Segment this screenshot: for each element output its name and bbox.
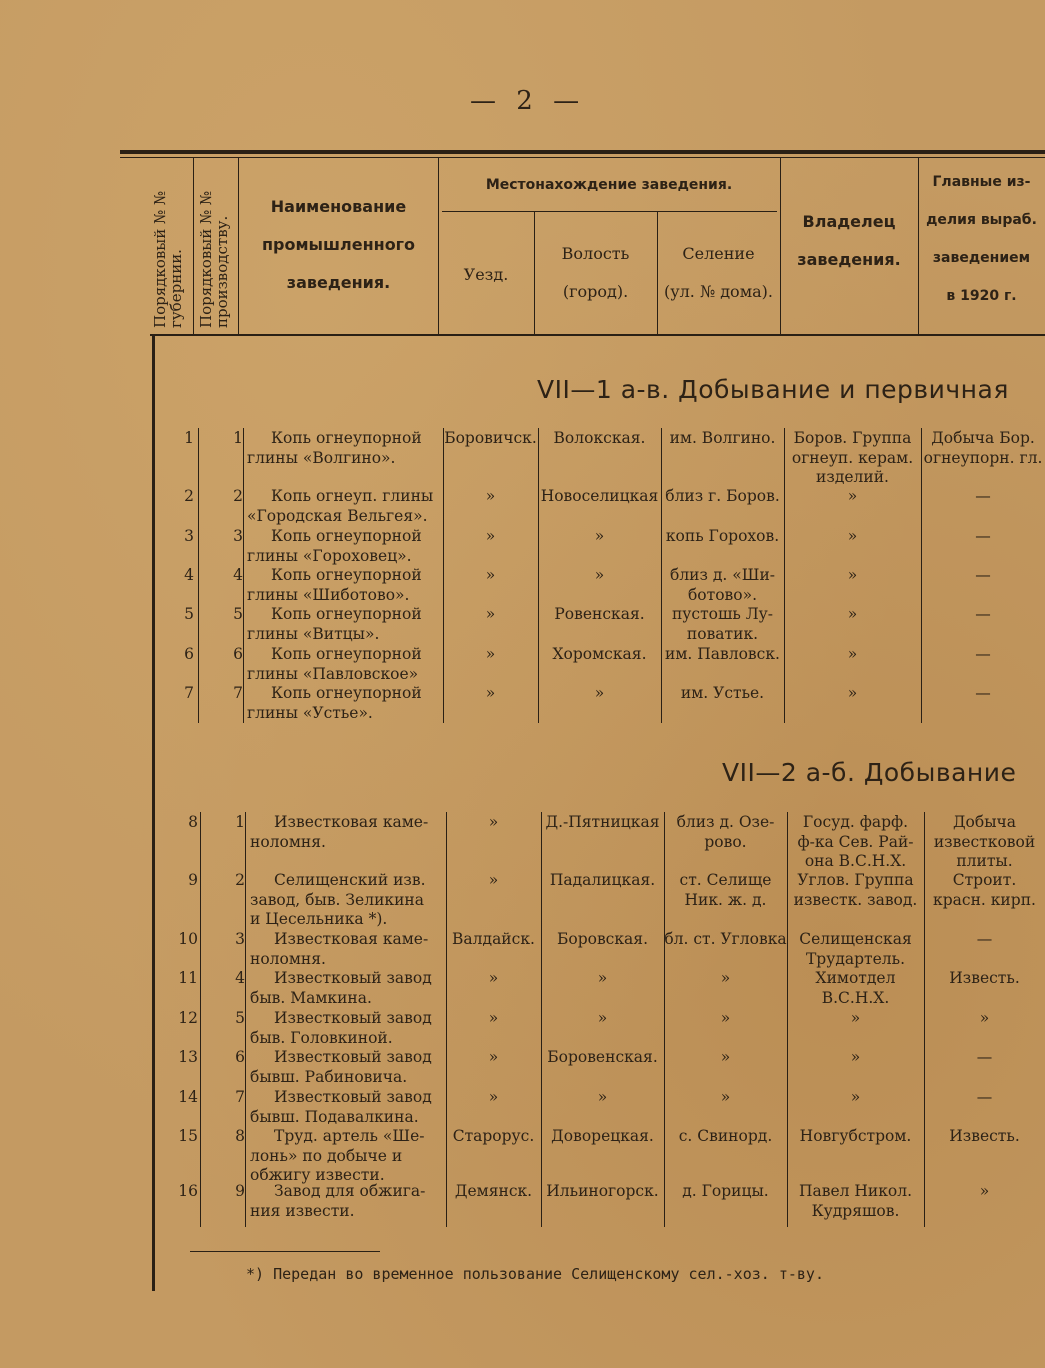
cell-name-line: глины «Волгино».: [247, 448, 396, 467]
cell-name-line: Известковая каме-: [274, 930, 429, 948]
cell-name-line: Копь огнеупорной: [271, 645, 422, 663]
cell-n2: 3: [235, 930, 245, 948]
cell-name-line: глины «Павловское»: [247, 664, 419, 683]
cell-n2: 8: [235, 1127, 245, 1145]
cell-owner: [784, 684, 921, 704]
col-header-volost-l2: (город).: [562, 282, 629, 301]
cell-volost: »: [597, 969, 608, 987]
cell-selenie: [661, 645, 784, 665]
cell-name-line: Труд. артель «Ше-: [274, 1127, 425, 1145]
cell-volost: Ровенская.: [554, 605, 645, 623]
col-header-selenie-l1: Селение: [682, 244, 755, 263]
hdr-sep-1: [193, 158, 194, 334]
cell-selenie-line: пустошь Лу-: [671, 605, 774, 623]
cell-uezd: Демянск.: [454, 1182, 533, 1200]
header-bottom-rule: [150, 334, 1045, 336]
cell-uezd: »: [485, 566, 496, 584]
cell-selenie-line: бл. ст. Угловка: [664, 930, 787, 948]
col-header-name-l3: заведения.: [286, 273, 391, 292]
col-header-gub-l2: губернии.: [167, 249, 185, 328]
cell-uezd: »: [488, 1088, 499, 1106]
col-header-products-l2: делия выраб.: [926, 212, 1037, 228]
col-header-gub: [152, 191, 184, 328]
cell-owner: [784, 487, 921, 507]
cell-selenie-line: »: [720, 969, 731, 987]
cell-selenie: [664, 1009, 787, 1029]
cell-name-line: Копь огнеупорной: [271, 605, 422, 623]
cell-name-line: глины «Шиботово».: [247, 585, 410, 604]
cell-selenie-line: копь Горохов.: [665, 527, 780, 545]
cell-product-line: —: [975, 605, 991, 623]
cell-n1: 8: [188, 813, 198, 831]
cell-selenie-line: близ д. Озе-: [676, 813, 775, 831]
col-header-name-l2: промышленного: [261, 235, 416, 254]
cell-n2: 3: [233, 527, 243, 545]
body2-sep-2: [245, 812, 246, 1227]
top-rule-thick: [120, 150, 1045, 154]
cell-name-line: Известковый завод: [274, 1009, 432, 1027]
cell-name-line: ноломня.: [250, 949, 326, 968]
cell-product-line: »: [979, 1009, 990, 1027]
cell-name-line: лонь» по добыче и: [250, 1146, 403, 1165]
cell-owner-line: известк. завод.: [793, 890, 918, 909]
cell-name: [250, 1009, 443, 1048]
cell-owner-line: Углов. Группа: [797, 871, 914, 889]
cell-product: [921, 645, 1045, 665]
cell-product-line: »: [979, 1182, 990, 1200]
cell-name-line: глины «Устье».: [247, 703, 373, 722]
cell-selenie: [664, 1088, 787, 1108]
cell-uezd: »: [485, 605, 496, 623]
cell-owner-line: В.С.Н.Х.: [821, 988, 890, 1007]
cell-selenie: [664, 1182, 787, 1202]
cell-volost: »: [597, 1009, 608, 1027]
cell-owner-line: Павел Никол.: [798, 1182, 913, 1200]
cell-selenie: [664, 969, 787, 989]
cell-owner: [787, 1127, 924, 1147]
cell-n1: 12: [178, 1009, 198, 1027]
col-header-name-l1: Наименование: [270, 197, 407, 216]
cell-selenie: [661, 566, 784, 605]
cell-name: [250, 871, 443, 930]
cell-owner-line: Трудартель.: [805, 949, 906, 968]
col-header-owner-l1: Владелец: [802, 212, 896, 231]
cell-name-line: Известковый завод: [274, 1088, 432, 1106]
cell-uezd: »: [485, 684, 496, 702]
cell-n2: 6: [235, 1048, 245, 1066]
footnote: *) Передан во временное пользование Селищенскому сел.-хоз. т-ву.: [246, 1265, 824, 1283]
cell-product-line: —: [976, 1048, 993, 1066]
cell-name-line: Копь огнеупорной: [271, 684, 422, 702]
body1-sep-2: [243, 428, 244, 723]
cell-uezd: »: [488, 813, 499, 831]
cell-n2: 4: [233, 566, 243, 584]
cell-product-line: —: [976, 1088, 993, 1106]
cell-uezd: »: [485, 487, 496, 505]
cell-uezd: Валдайск.: [452, 930, 535, 948]
cell-name-line: Известковая каме-: [274, 813, 429, 831]
cell-product: [921, 566, 1045, 586]
cell-n1: 16: [178, 1182, 198, 1200]
cell-volost: Боровская.: [556, 930, 649, 948]
cell-owner-line: »: [850, 1009, 861, 1027]
cell-owner-line: она В.С.Н.Х.: [804, 852, 907, 870]
cell-product-line: Добыча: [952, 813, 1017, 831]
cell-name-line: Завод для обжига-: [274, 1182, 426, 1200]
cell-n1: 10: [178, 930, 198, 948]
cell-name: [250, 1048, 443, 1087]
cell-uezd: »: [488, 1048, 499, 1066]
cell-n2: 6: [233, 645, 243, 663]
cell-n1: 5: [184, 605, 194, 623]
cell-product: [921, 605, 1045, 625]
cell-name: [247, 684, 440, 723]
cell-owner: [787, 813, 924, 872]
location-underline: [442, 211, 777, 212]
cell-owner-line: »: [850, 1048, 861, 1066]
cell-owner-line: ф-ка Сев. Рай-: [797, 832, 914, 851]
cell-owner: [784, 429, 921, 488]
cell-name-line: ния извести.: [250, 1201, 355, 1220]
cell-owner-line: огнеуп. керам.: [791, 448, 914, 467]
cell-n1: 13: [178, 1048, 198, 1066]
cell-owner-line: Кудряшов.: [811, 1201, 900, 1220]
cell-product-line: —: [975, 527, 991, 545]
cell-product-line: Известь.: [949, 1127, 1020, 1145]
cell-n1: 15: [178, 1127, 198, 1145]
cell-uezd: »: [485, 527, 496, 545]
cell-name-line: быв. Мамкина.: [250, 988, 372, 1007]
cell-product: [924, 1088, 1045, 1108]
cell-owner: [784, 527, 921, 547]
cell-product: [921, 684, 1045, 704]
cell-selenie-line: »: [720, 1009, 731, 1027]
cell-product-line: красн. кирп.: [933, 890, 1036, 909]
cell-n1: 4: [184, 566, 194, 584]
cell-selenie: [661, 429, 784, 449]
cell-product: [924, 813, 1045, 872]
cell-selenie-line: Ник. ж. д.: [684, 890, 767, 909]
cell-owner: [787, 969, 924, 1008]
cell-name-line: глины «Витцы».: [247, 624, 380, 643]
cell-name: [250, 1182, 443, 1221]
cell-selenie-line: им. Волгино.: [669, 429, 776, 447]
footnote-rule: [190, 1251, 380, 1252]
col-header-prod-l1: Порядковый № №: [197, 190, 215, 328]
cell-product: [921, 527, 1045, 547]
cell-name: [250, 1088, 443, 1127]
cell-name-line: Копь огнеупорной: [271, 527, 422, 545]
cell-selenie-line: д. Горицы.: [682, 1182, 769, 1200]
cell-selenie-line: близ г. Боров.: [665, 487, 780, 505]
cell-selenie: [664, 1048, 787, 1068]
cell-n2: 2: [235, 871, 245, 889]
col-header-products-l4: в 1920 г.: [946, 288, 1017, 304]
cell-n2: 7: [233, 684, 243, 702]
col-header-products-l1: Главные из-: [932, 174, 1031, 190]
cell-volost: Хоромская.: [552, 645, 647, 663]
cell-selenie-line: ст. Селище: [679, 871, 772, 889]
cell-name-line: «Городская Вельгея».: [247, 506, 428, 525]
cell-n1: 1: [184, 429, 194, 447]
cell-volost: Новоселицкая: [540, 487, 659, 505]
cell-owner-line: Боров. Группа: [793, 429, 912, 447]
cell-product: [921, 487, 1045, 507]
cell-product-line: известковой: [933, 832, 1036, 851]
cell-selenie: [664, 813, 787, 852]
cell-name: [250, 1127, 443, 1186]
cell-selenie-line: им. Устье.: [680, 684, 765, 702]
cell-volost: Доворецкая.: [551, 1127, 654, 1145]
cell-name: [247, 566, 440, 605]
cell-selenie-line: им. Павловск.: [665, 645, 780, 663]
cell-uezd: »: [488, 1009, 499, 1027]
cell-n2: 4: [235, 969, 245, 987]
cell-owner-line: »: [847, 527, 858, 545]
cell-selenie: [661, 527, 784, 547]
cell-owner: [784, 566, 921, 586]
cell-n1: 14: [178, 1088, 198, 1106]
top-rule-thin: [120, 157, 1045, 158]
cell-product-line: огнеупорн. гл.: [923, 448, 1043, 467]
cell-n2: 5: [235, 1009, 245, 1027]
col-header-products: [918, 163, 1045, 315]
cell-n2: 2: [233, 487, 243, 505]
cell-name: [250, 969, 443, 1008]
cell-owner-line: »: [847, 566, 858, 584]
cell-owner-line: »: [847, 605, 858, 623]
section-title-1: VII—1 а-в. Добывание и первичная: [537, 375, 1009, 404]
cell-selenie-line: близ д. «Ши-: [669, 566, 776, 584]
cell-product-line: —: [975, 487, 991, 505]
cell-selenie-line: с. Свинорд.: [678, 1127, 773, 1145]
cell-selenie: [661, 605, 784, 644]
cell-product: [924, 1048, 1045, 1068]
cell-name-line: Копь огнеупорной: [271, 566, 422, 584]
cell-name-line: Копь огнеупорной: [271, 429, 422, 447]
cell-product-line: Известь.: [949, 969, 1020, 987]
cell-product: [924, 1009, 1045, 1029]
cell-name: [247, 645, 440, 684]
cell-name-line: глины «Гороховец».: [247, 546, 412, 565]
col-header-uezd: Уезд.: [463, 265, 509, 284]
cell-selenie: [664, 930, 787, 950]
cell-product-line: плиты.: [956, 852, 1013, 870]
cell-n1: 6: [184, 645, 194, 663]
cell-n1: 7: [184, 684, 194, 702]
cell-volost: Ильиногорск.: [546, 1182, 659, 1200]
cell-owner: [787, 1048, 924, 1068]
cell-owner-line: изделий.: [816, 468, 889, 486]
col-header-products-l3: заведением: [932, 250, 1031, 266]
cell-selenie-line: рово.: [704, 832, 747, 851]
cell-selenie: [661, 684, 784, 704]
cell-volost: Волокская.: [553, 429, 646, 447]
col-header-owner: [780, 203, 918, 279]
col-header-gub-l1: Порядковый № №: [151, 190, 169, 328]
cell-uezd: Старорус.: [452, 1127, 535, 1145]
section-title-2: VII—2 а-б. Добывание: [722, 758, 1017, 787]
cell-owner-line: »: [847, 684, 858, 702]
cell-volost: »: [594, 527, 605, 545]
cell-name: [250, 930, 443, 969]
col-header-volost: [534, 235, 657, 311]
col-header-name: [239, 188, 438, 302]
page-number: — 2 —: [470, 86, 586, 116]
cell-uezd: »: [488, 871, 499, 889]
cell-n1: 3: [184, 527, 194, 545]
cell-product-line: —: [976, 930, 993, 948]
col-header-selenie-l2: (ул. № дома).: [663, 282, 773, 301]
cell-owner-line: »: [850, 1088, 861, 1106]
cell-n1: 2: [184, 487, 194, 505]
cell-product-line: —: [975, 645, 991, 663]
cell-owner: [787, 871, 924, 910]
cell-selenie: [664, 1127, 787, 1147]
cell-volost: Боровенская.: [547, 1048, 658, 1066]
cell-owner: [787, 1009, 924, 1029]
cell-name-line: обжигу извести.: [250, 1166, 385, 1184]
cell-n2: 9: [235, 1182, 245, 1200]
cell-selenie-line: поватик.: [686, 624, 759, 643]
cell-selenie: [661, 487, 784, 507]
cell-name-line: Селищенский изв.: [274, 871, 426, 889]
cell-n1: 11: [178, 969, 198, 987]
cell-name: [247, 487, 440, 526]
cell-owner: [787, 1182, 924, 1221]
cell-product: [924, 1182, 1045, 1202]
cell-name-line: ноломня.: [250, 832, 326, 851]
col-header-prod: [198, 191, 230, 328]
cell-name-line: бывш. Подавалкина.: [250, 1107, 419, 1126]
cell-product-line: —: [975, 684, 991, 702]
cell-name-line: быв. Головкиной.: [250, 1028, 393, 1047]
cell-volost: Падалицкая.: [549, 871, 656, 889]
cell-name: [247, 527, 440, 566]
cell-product-line: —: [975, 566, 991, 584]
cell-owner-line: »: [847, 645, 858, 663]
cell-name-line: Копь огнеуп. глины: [271, 487, 434, 505]
cell-name: [247, 429, 440, 468]
col-header-prod-l2: производству.: [213, 215, 231, 328]
cell-n2: 5: [233, 605, 243, 623]
cell-name-line: Известковый завод: [274, 1048, 432, 1066]
cell-product: [924, 1127, 1045, 1147]
cell-product: [921, 429, 1045, 468]
cell-name-line: завод, быв. Зеликина: [250, 890, 424, 909]
cell-name: [247, 605, 440, 644]
cell-uezd: Боровичск.: [444, 429, 537, 447]
cell-selenie-line: »: [720, 1088, 731, 1106]
cell-owner-line: Селищенская: [799, 930, 912, 948]
cell-volost: Д.-Пятницкая: [545, 813, 660, 831]
cell-volost: »: [594, 566, 605, 584]
cell-product-line: Строит.: [952, 871, 1017, 889]
cell-n2: 1: [235, 813, 245, 831]
cell-n2: 1: [233, 429, 243, 447]
col-header-location: Местонахождение заведения.: [485, 177, 733, 193]
cell-selenie: [664, 871, 787, 910]
cell-name: [250, 813, 443, 852]
cell-n2: 7: [235, 1088, 245, 1106]
cell-owner-line: Новгубстром.: [799, 1127, 912, 1145]
cell-volost: »: [597, 1088, 608, 1106]
cell-selenie-line: »: [720, 1048, 731, 1066]
cell-uezd: »: [488, 969, 499, 987]
cell-owner-line: Химотдел: [815, 969, 896, 987]
cell-name-line: и Цесельника *).: [250, 910, 388, 928]
col-header-volost-l1: Волость: [561, 244, 630, 263]
cell-owner: [784, 645, 921, 665]
cell-owner: [787, 930, 924, 969]
cell-name-line: бывш. Рабиновича.: [250, 1067, 408, 1086]
cell-selenie-line: ботово».: [687, 585, 758, 604]
cell-uezd: »: [485, 645, 496, 663]
col-header-owner-l2: заведения.: [797, 250, 901, 269]
cell-product: [924, 969, 1045, 989]
cell-owner-line: »: [847, 487, 858, 505]
cell-owner: [787, 1088, 924, 1108]
cell-owner: [784, 605, 921, 625]
cell-n1: 9: [188, 871, 198, 889]
cell-product: [924, 930, 1045, 950]
cell-owner-line: Госуд. фарф.: [802, 813, 909, 831]
col-header-selenie: [657, 235, 780, 311]
cell-name-line: Известковый завод: [274, 969, 432, 987]
cell-product-line: Добыча Бор.: [931, 429, 1035, 447]
cell-volost: »: [594, 684, 605, 702]
cell-product: [924, 871, 1045, 910]
